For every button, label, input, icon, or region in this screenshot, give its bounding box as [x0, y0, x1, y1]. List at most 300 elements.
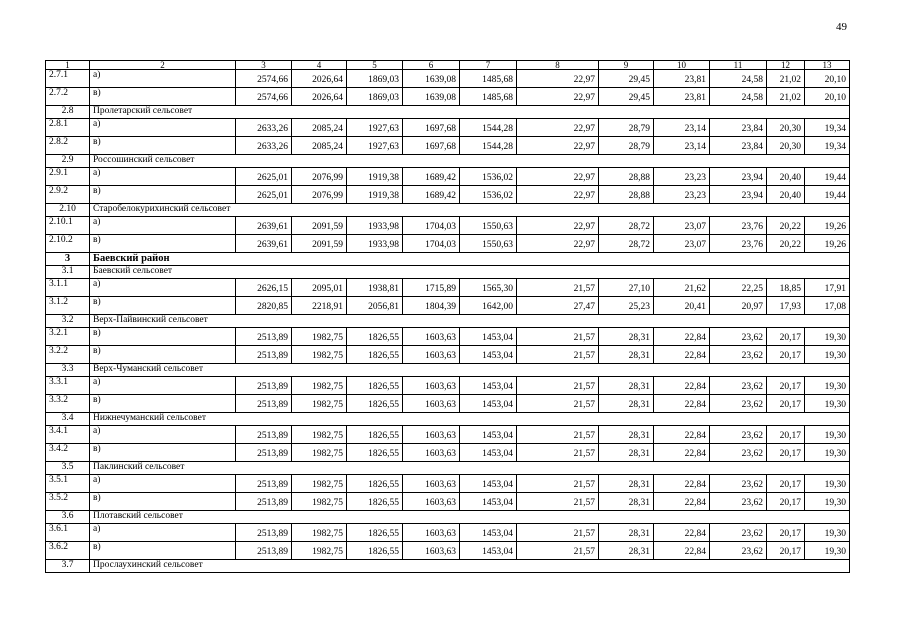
value-cell: 19,30: [805, 346, 850, 364]
value-cell: 21,57: [517, 328, 599, 346]
value-cell: 19,30: [805, 328, 850, 346]
value-cell: 20,22: [767, 235, 805, 253]
row-variant: в): [90, 346, 236, 364]
value-cell: 21,57: [517, 493, 599, 511]
row-variant: а): [90, 70, 236, 88]
value-cell: 19,30: [805, 493, 850, 511]
value-cell: 1704,03: [403, 235, 460, 253]
value-cell: 23,76: [710, 235, 767, 253]
value-cell: 1603,63: [403, 524, 460, 542]
value-cell: 19,44: [805, 168, 850, 186]
value-cell: 2095,01: [292, 279, 347, 297]
value-cell: 19,34: [805, 137, 850, 155]
value-cell: 24,58: [710, 88, 767, 106]
value-cell: 29,45: [599, 88, 654, 106]
value-cell: 2056,81: [347, 297, 403, 315]
value-cell: 2218,91: [292, 297, 347, 315]
value-cell: 23,07: [654, 217, 710, 235]
value-cell: 2574,66: [236, 70, 292, 88]
row-code: 2.9.2: [46, 186, 90, 204]
value-cell: 21,57: [517, 426, 599, 444]
value-cell: 23,62: [710, 426, 767, 444]
value-cell: 1933,98: [347, 235, 403, 253]
value-cell: 1453,04: [460, 395, 517, 413]
column-number-header: 5: [347, 61, 403, 70]
value-cell: 27,47: [517, 297, 599, 315]
section-code: 3.4: [46, 413, 90, 426]
value-cell: 19,30: [805, 426, 850, 444]
value-cell: 23,84: [710, 119, 767, 137]
section-code: 3.2: [46, 315, 90, 328]
value-cell: 1565,30: [460, 279, 517, 297]
value-cell: 1826,55: [347, 542, 403, 560]
value-cell: 23,14: [654, 137, 710, 155]
column-number-header: 3: [236, 61, 292, 70]
column-number-header: 2: [90, 61, 236, 70]
column-number-header: 7: [460, 61, 517, 70]
value-cell: 1603,63: [403, 493, 460, 511]
value-cell: 22,97: [517, 217, 599, 235]
value-cell: 22,97: [517, 235, 599, 253]
value-cell: 2513,89: [236, 444, 292, 462]
value-cell: 23,62: [710, 475, 767, 493]
table-row: [46, 493, 850, 511]
value-cell: 19,26: [805, 217, 850, 235]
table-row: [46, 186, 850, 204]
value-cell: 1453,04: [460, 346, 517, 364]
section-code: 3: [46, 253, 90, 266]
value-cell: 28,72: [599, 217, 654, 235]
value-cell: 28,88: [599, 168, 654, 186]
value-cell: 23,62: [710, 395, 767, 413]
row-variant: а): [90, 217, 236, 235]
table-row: [46, 88, 850, 106]
row-variant: в): [90, 186, 236, 204]
table-body: [46, 61, 850, 573]
section-row: [46, 266, 850, 279]
value-cell: 28,79: [599, 119, 654, 137]
page-number: 49: [836, 21, 847, 33]
value-cell: 21,57: [517, 279, 599, 297]
value-cell: 21,57: [517, 346, 599, 364]
section-name: Старобелокурихинский сельсовет: [90, 204, 850, 217]
data-table: [45, 60, 850, 573]
value-cell: 2076,99: [292, 168, 347, 186]
column-number-header: 11: [710, 61, 767, 70]
value-cell: 1603,63: [403, 475, 460, 493]
value-cell: 1826,55: [347, 524, 403, 542]
value-cell: 1453,04: [460, 377, 517, 395]
row-code: 3.1.2: [46, 297, 90, 315]
value-cell: 22,97: [517, 88, 599, 106]
value-cell: 23,23: [654, 168, 710, 186]
value-cell: 2625,01: [236, 186, 292, 204]
row-code: 3.4.2: [46, 444, 90, 462]
section-code: 3.7: [46, 560, 90, 573]
value-cell: 1826,55: [347, 493, 403, 511]
value-cell: 2513,89: [236, 426, 292, 444]
value-cell: 2633,26: [236, 137, 292, 155]
column-number-header: 4: [292, 61, 347, 70]
row-code: 2.8.2: [46, 137, 90, 155]
value-cell: 2639,61: [236, 235, 292, 253]
value-cell: 1826,55: [347, 444, 403, 462]
table-row: [46, 235, 850, 253]
value-cell: 1927,63: [347, 119, 403, 137]
row-code: 3.3.1: [46, 377, 90, 395]
value-cell: 25,23: [599, 297, 654, 315]
value-cell: 2085,24: [292, 119, 347, 137]
column-number-header: 9: [599, 61, 654, 70]
value-cell: 19,26: [805, 235, 850, 253]
value-cell: 1826,55: [347, 395, 403, 413]
value-cell: 1689,42: [403, 186, 460, 204]
section-row: [46, 155, 850, 168]
value-cell: 21,57: [517, 395, 599, 413]
value-cell: 29,45: [599, 70, 654, 88]
value-cell: 19,34: [805, 119, 850, 137]
value-cell: 22,25: [710, 279, 767, 297]
value-cell: 20,30: [767, 119, 805, 137]
value-cell: 20,41: [654, 297, 710, 315]
table-row: [46, 475, 850, 493]
row-code: 3.2.2: [46, 346, 90, 364]
row-code: 3.6.2: [46, 542, 90, 560]
value-cell: 2513,89: [236, 542, 292, 560]
value-cell: 22,84: [654, 542, 710, 560]
row-variant: а): [90, 168, 236, 186]
value-cell: 2513,89: [236, 475, 292, 493]
column-number-header: 10: [654, 61, 710, 70]
row-variant: а): [90, 426, 236, 444]
value-cell: 23,84: [710, 137, 767, 155]
table-row: [46, 377, 850, 395]
row-variant: в): [90, 88, 236, 106]
table-row: [46, 279, 850, 297]
section-row: [46, 315, 850, 328]
section-row: [46, 511, 850, 524]
table-row: [46, 328, 850, 346]
value-cell: 23,14: [654, 119, 710, 137]
row-variant: а): [90, 119, 236, 137]
value-cell: 21,57: [517, 444, 599, 462]
value-cell: 28,88: [599, 186, 654, 204]
value-cell: 1982,75: [292, 542, 347, 560]
section-name: Пролетарский сельсовет: [90, 106, 850, 119]
value-cell: 1639,08: [403, 70, 460, 88]
value-cell: 1544,28: [460, 137, 517, 155]
value-cell: 2639,61: [236, 217, 292, 235]
row-code: 3.3.2: [46, 395, 90, 413]
section-name: Россошинский сельсовет: [90, 155, 850, 168]
value-cell: 2820,85: [236, 297, 292, 315]
section-row: [46, 560, 850, 573]
value-cell: 28,31: [599, 395, 654, 413]
value-cell: 28,31: [599, 346, 654, 364]
value-cell: 1453,04: [460, 328, 517, 346]
row-code: 3.5.1: [46, 475, 90, 493]
section-code: 2.9: [46, 155, 90, 168]
value-cell: 2091,59: [292, 235, 347, 253]
value-cell: 21,57: [517, 475, 599, 493]
value-cell: 2085,24: [292, 137, 347, 155]
value-cell: 22,84: [654, 346, 710, 364]
section-name: Паклинский сельсовет: [90, 462, 850, 475]
value-cell: 1603,63: [403, 444, 460, 462]
value-cell: 20,22: [767, 217, 805, 235]
value-cell: 20,17: [767, 328, 805, 346]
row-variant: в): [90, 493, 236, 511]
value-cell: 19,30: [805, 377, 850, 395]
table-row: [46, 119, 850, 137]
value-cell: 1485,68: [460, 88, 517, 106]
value-cell: 2026,64: [292, 88, 347, 106]
value-cell: 2625,01: [236, 168, 292, 186]
value-cell: 2513,89: [236, 395, 292, 413]
row-variant: а): [90, 475, 236, 493]
value-cell: 1697,68: [403, 119, 460, 137]
value-cell: 21,57: [517, 377, 599, 395]
section-code: 3.3: [46, 364, 90, 377]
table-row: [46, 426, 850, 444]
value-cell: 1919,38: [347, 186, 403, 204]
value-cell: 1938,81: [347, 279, 403, 297]
header-row: [46, 61, 850, 70]
value-cell: 1982,75: [292, 395, 347, 413]
value-cell: 23,62: [710, 377, 767, 395]
value-cell: 22,84: [654, 328, 710, 346]
value-cell: 1933,98: [347, 217, 403, 235]
table-row: [46, 137, 850, 155]
row-code: 3.4.1: [46, 426, 90, 444]
value-cell: 1485,68: [460, 70, 517, 88]
value-cell: 28,31: [599, 377, 654, 395]
section-row: [46, 364, 850, 377]
value-cell: 1804,39: [403, 297, 460, 315]
value-cell: 20,17: [767, 524, 805, 542]
row-code: 2.10.2: [46, 235, 90, 253]
value-cell: 17,08: [805, 297, 850, 315]
value-cell: 28,31: [599, 426, 654, 444]
value-cell: 21,57: [517, 524, 599, 542]
value-cell: 20,10: [805, 70, 850, 88]
value-cell: 22,97: [517, 119, 599, 137]
column-number-header: 13: [805, 61, 850, 70]
value-cell: 22,84: [654, 493, 710, 511]
value-cell: 1982,75: [292, 444, 347, 462]
value-cell: 28,31: [599, 542, 654, 560]
value-cell: 20,17: [767, 395, 805, 413]
value-cell: 18,85: [767, 279, 805, 297]
section-row: [46, 413, 850, 426]
row-code: 2.8.1: [46, 119, 90, 137]
row-variant: а): [90, 377, 236, 395]
section-code: 3.5: [46, 462, 90, 475]
value-cell: 1982,75: [292, 524, 347, 542]
value-cell: 1603,63: [403, 346, 460, 364]
row-variant: в): [90, 328, 236, 346]
value-cell: 20,40: [767, 168, 805, 186]
value-cell: 1982,75: [292, 426, 347, 444]
value-cell: 23,62: [710, 444, 767, 462]
value-cell: 1550,63: [460, 235, 517, 253]
table-row: [46, 395, 850, 413]
value-cell: 21,57: [517, 542, 599, 560]
section-name: Прослаухинский сельсовет: [90, 560, 850, 573]
value-cell: 1689,42: [403, 168, 460, 186]
value-cell: 2513,89: [236, 493, 292, 511]
value-cell: 1704,03: [403, 217, 460, 235]
value-cell: 21,62: [654, 279, 710, 297]
row-variant: в): [90, 444, 236, 462]
value-cell: 21,02: [767, 88, 805, 106]
section-name: Плотавский сельсовет: [90, 511, 850, 524]
table-row: [46, 346, 850, 364]
row-code: 3.6.1: [46, 524, 90, 542]
value-cell: 23,07: [654, 235, 710, 253]
row-variant: в): [90, 297, 236, 315]
table-row: [46, 70, 850, 88]
value-cell: 28,31: [599, 524, 654, 542]
value-cell: 20,17: [767, 475, 805, 493]
value-cell: 20,17: [767, 542, 805, 560]
value-cell: 1826,55: [347, 377, 403, 395]
value-cell: 20,97: [710, 297, 767, 315]
table-row: [46, 168, 850, 186]
value-cell: 1603,63: [403, 395, 460, 413]
value-cell: 28,31: [599, 444, 654, 462]
value-cell: 22,97: [517, 137, 599, 155]
table-row: [46, 297, 850, 315]
row-variant: а): [90, 279, 236, 297]
value-cell: 1982,75: [292, 346, 347, 364]
row-variant: в): [90, 235, 236, 253]
value-cell: 21,02: [767, 70, 805, 88]
section-code: 2.8: [46, 106, 90, 119]
value-cell: 20,40: [767, 186, 805, 204]
value-cell: 1453,04: [460, 493, 517, 511]
value-cell: 23,62: [710, 524, 767, 542]
value-cell: 22,84: [654, 524, 710, 542]
value-cell: 23,94: [710, 168, 767, 186]
value-cell: 1826,55: [347, 426, 403, 444]
value-cell: 2026,64: [292, 70, 347, 88]
value-cell: 2076,99: [292, 186, 347, 204]
value-cell: 23,81: [654, 70, 710, 88]
section-name: Верх-Пайвинский сельсовет: [90, 315, 850, 328]
value-cell: 22,84: [654, 426, 710, 444]
table-row: [46, 524, 850, 542]
section-name: Баевский район: [90, 253, 850, 266]
table-row: [46, 444, 850, 462]
value-cell: 1603,63: [403, 328, 460, 346]
section-name: Нижнечуманский сельсовет: [90, 413, 850, 426]
row-variant: а): [90, 524, 236, 542]
value-cell: 1826,55: [347, 328, 403, 346]
row-code: 3.2.1: [46, 328, 90, 346]
value-cell: 23,62: [710, 493, 767, 511]
value-cell: 1697,68: [403, 137, 460, 155]
column-number-header: 1: [46, 61, 90, 70]
value-cell: 22,97: [517, 186, 599, 204]
value-cell: 23,81: [654, 88, 710, 106]
value-cell: 1919,38: [347, 168, 403, 186]
value-cell: 19,30: [805, 444, 850, 462]
value-cell: 1453,04: [460, 444, 517, 462]
value-cell: 20,17: [767, 426, 805, 444]
value-cell: 17,91: [805, 279, 850, 297]
value-cell: 2513,89: [236, 328, 292, 346]
row-code: 2.9.1: [46, 168, 90, 186]
column-number-header: 12: [767, 61, 805, 70]
value-cell: 1826,55: [347, 346, 403, 364]
value-cell: 19,30: [805, 395, 850, 413]
value-cell: 1453,04: [460, 426, 517, 444]
value-cell: 17,93: [767, 297, 805, 315]
value-cell: 1826,55: [347, 475, 403, 493]
value-cell: 2091,59: [292, 217, 347, 235]
value-cell: 1639,08: [403, 88, 460, 106]
value-cell: 2626,15: [236, 279, 292, 297]
value-cell: 1982,75: [292, 328, 347, 346]
section-row: [46, 204, 850, 217]
section-code: 2.10: [46, 204, 90, 217]
value-cell: 1869,03: [347, 88, 403, 106]
value-cell: 22,97: [517, 168, 599, 186]
value-cell: 28,31: [599, 493, 654, 511]
value-cell: 23,94: [710, 186, 767, 204]
value-cell: 1603,63: [403, 426, 460, 444]
row-code: 2.7.1: [46, 70, 90, 88]
value-cell: 23,62: [710, 328, 767, 346]
value-cell: 1550,63: [460, 217, 517, 235]
value-cell: 2574,66: [236, 88, 292, 106]
value-cell: 1453,04: [460, 475, 517, 493]
value-cell: 19,44: [805, 186, 850, 204]
value-cell: 28,31: [599, 328, 654, 346]
value-cell: 23,23: [654, 186, 710, 204]
value-cell: 27,10: [599, 279, 654, 297]
row-code: 2.7.2: [46, 88, 90, 106]
value-cell: 1544,28: [460, 119, 517, 137]
value-cell: 1982,75: [292, 493, 347, 511]
section-row: [46, 462, 850, 475]
value-cell: 19,30: [805, 475, 850, 493]
value-cell: 1603,63: [403, 542, 460, 560]
column-number-header: 6: [403, 61, 460, 70]
value-cell: 2513,89: [236, 524, 292, 542]
value-cell: 22,84: [654, 377, 710, 395]
row-variant: в): [90, 137, 236, 155]
value-cell: 22,84: [654, 475, 710, 493]
value-cell: 1982,75: [292, 377, 347, 395]
value-cell: 20,17: [767, 346, 805, 364]
value-cell: 1536,02: [460, 186, 517, 204]
value-cell: 28,79: [599, 137, 654, 155]
row-variant: в): [90, 542, 236, 560]
value-cell: 20,17: [767, 493, 805, 511]
row-code: 3.1.1: [46, 279, 90, 297]
value-cell: 1536,02: [460, 168, 517, 186]
value-cell: 28,31: [599, 475, 654, 493]
value-cell: 23,62: [710, 542, 767, 560]
section-name: Верх-Чуманский сельсовет: [90, 364, 850, 377]
value-cell: 19,30: [805, 524, 850, 542]
section-row: [46, 106, 850, 119]
value-cell: 1453,04: [460, 542, 517, 560]
value-cell: 1603,63: [403, 377, 460, 395]
section-code: 3.6: [46, 511, 90, 524]
